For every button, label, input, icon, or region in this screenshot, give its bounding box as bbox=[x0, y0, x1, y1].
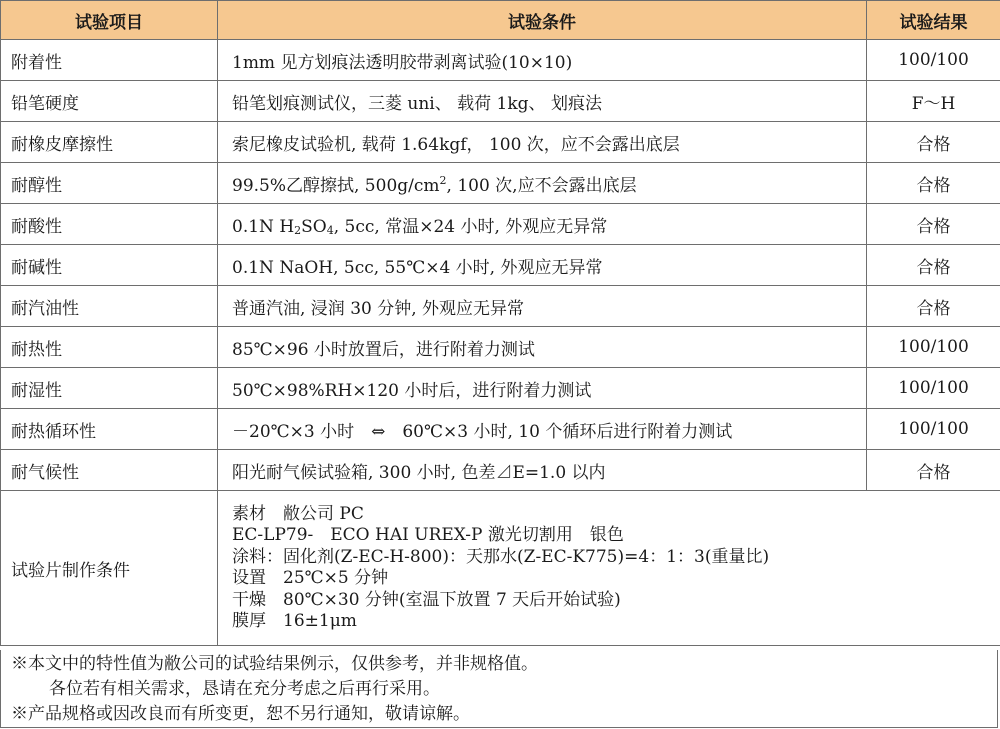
note-spec-change: ※产品规格或因改良而有所变更，恕不另行通知，敬请谅解。 bbox=[11, 704, 470, 724]
row-item: 耐热循环性 bbox=[1, 409, 218, 450]
table-row bbox=[1, 327, 1000, 368]
header-test-result: 试验结果 bbox=[867, 1, 1000, 40]
condition-text: 0.1N H bbox=[232, 216, 295, 237]
row-item: 附着性 bbox=[1, 40, 218, 81]
superscript: 2 bbox=[439, 173, 447, 187]
subscript: 2 bbox=[294, 223, 302, 237]
table-header-row bbox=[1, 1, 1000, 40]
footnotes bbox=[0, 650, 998, 728]
row-condition: 普通汽油, 浸润 30 分钟, 外观应无异常 bbox=[218, 286, 867, 327]
row-condition bbox=[218, 204, 867, 245]
row-condition: 50℃×98%RH×120 小时后，进行附着力测试 bbox=[218, 368, 867, 409]
note-advice: 各位若有相关需求，恳请在充分考虑之后再行采用。 bbox=[49, 679, 440, 699]
prep-line-paint-ratio: 涂料：固化剂(Z-EC-H-800)：天那水(Z-EC-K775)=4：1：3(重量比) bbox=[232, 546, 770, 567]
row-item: 耐橡皮摩擦性 bbox=[1, 122, 218, 163]
row-condition: 阳光耐气候试验箱, 300 小时, 色差⊿E=1.0 以内 bbox=[218, 450, 867, 491]
row-condition: 铅笔划痕测试仪，三菱 uni、 载荷 1kg、 划痕法 bbox=[218, 81, 867, 122]
prep-conditions bbox=[218, 491, 1000, 646]
row-item: 耐醇性 bbox=[1, 163, 218, 204]
row-result: 100/100 bbox=[867, 368, 1000, 409]
row-result: 合格 bbox=[867, 450, 1000, 491]
row-condition: 0.1N NaOH, 5cc, 55℃×4 小时, 外观应无异常 bbox=[218, 245, 867, 286]
row-result: 100/100 bbox=[867, 40, 1000, 81]
table-row bbox=[1, 245, 1000, 286]
row-condition: 85℃×96 小时放置后，进行附着力测试 bbox=[218, 327, 867, 368]
table-row bbox=[1, 286, 1000, 327]
table-row bbox=[1, 450, 1000, 491]
table-row bbox=[1, 122, 1000, 163]
row-result: 100/100 bbox=[867, 327, 1000, 368]
table-row bbox=[1, 81, 1000, 122]
condition-text: , 5cc, 常温×24 小时, 外观应无异常 bbox=[333, 216, 608, 237]
row-condition: 索尼橡皮试验机, 载荷 1.64kgf， 100 次，应不会露出底层 bbox=[218, 122, 867, 163]
prep-line-setting: 设置 25℃×5 分钟 bbox=[232, 568, 389, 588]
prep-item: 试验片制作条件 bbox=[1, 491, 218, 646]
table-row bbox=[1, 409, 1000, 450]
table-row bbox=[1, 368, 1000, 409]
condition-text: SO bbox=[301, 216, 327, 237]
condition-text: 99.5%乙醇擦拭, 500g/cm bbox=[232, 175, 440, 196]
prep-line-material: 素材 敝公司 PC bbox=[232, 503, 364, 524]
row-item: 耐汽油性 bbox=[1, 286, 218, 327]
row-condition: 1mm 见方划痕法透明胶带剥离试验(10×10) bbox=[218, 40, 867, 81]
row-item: 耐气候性 bbox=[1, 450, 218, 491]
row-result: 合格 bbox=[867, 245, 1000, 286]
note-disclaimer: ※本文中的特性值为敝公司的试验结果例示，仅供参考，并非规格值。 bbox=[11, 654, 538, 674]
table-row bbox=[1, 163, 1000, 204]
row-item: 耐酸性 bbox=[1, 204, 218, 245]
row-condition bbox=[218, 163, 867, 204]
row-item: 耐湿性 bbox=[1, 368, 218, 409]
row-item: 耐碱性 bbox=[1, 245, 218, 286]
row-result: 合格 bbox=[867, 122, 1000, 163]
row-result: 合格 bbox=[867, 163, 1000, 204]
row-item: 铅笔硬度 bbox=[1, 81, 218, 122]
row-result: F～H bbox=[867, 81, 1000, 122]
prep-line-film-thickness: 膜厚 16±1μm bbox=[232, 611, 357, 631]
row-item: 耐热性 bbox=[1, 327, 218, 368]
header-test-condition: 试验条件 bbox=[218, 1, 867, 40]
row-result: 合格 bbox=[867, 286, 1000, 327]
row-result: 100/100 bbox=[867, 409, 1000, 450]
table-row bbox=[1, 40, 1000, 81]
condition-text: , 100 次,应不会露出底层 bbox=[446, 175, 637, 196]
prep-line-drying: 干燥 80℃×30 分钟(室温下放置 7 天后开始试验) bbox=[232, 589, 621, 610]
table-row bbox=[1, 204, 1000, 245]
header-test-item: 试验项目 bbox=[1, 1, 218, 40]
row-condition: －20℃×3 小时 ⇔ 60℃×3 小时, 10 个循环后进行附着力测试 bbox=[218, 409, 867, 450]
row-result: 合格 bbox=[867, 204, 1000, 245]
subscript: 4 bbox=[326, 223, 334, 237]
specimen-prep-row bbox=[1, 491, 1000, 646]
prep-line-ink: EC-LP79- ECO HAI UREX-P 激光切割用 银色 bbox=[232, 525, 624, 545]
